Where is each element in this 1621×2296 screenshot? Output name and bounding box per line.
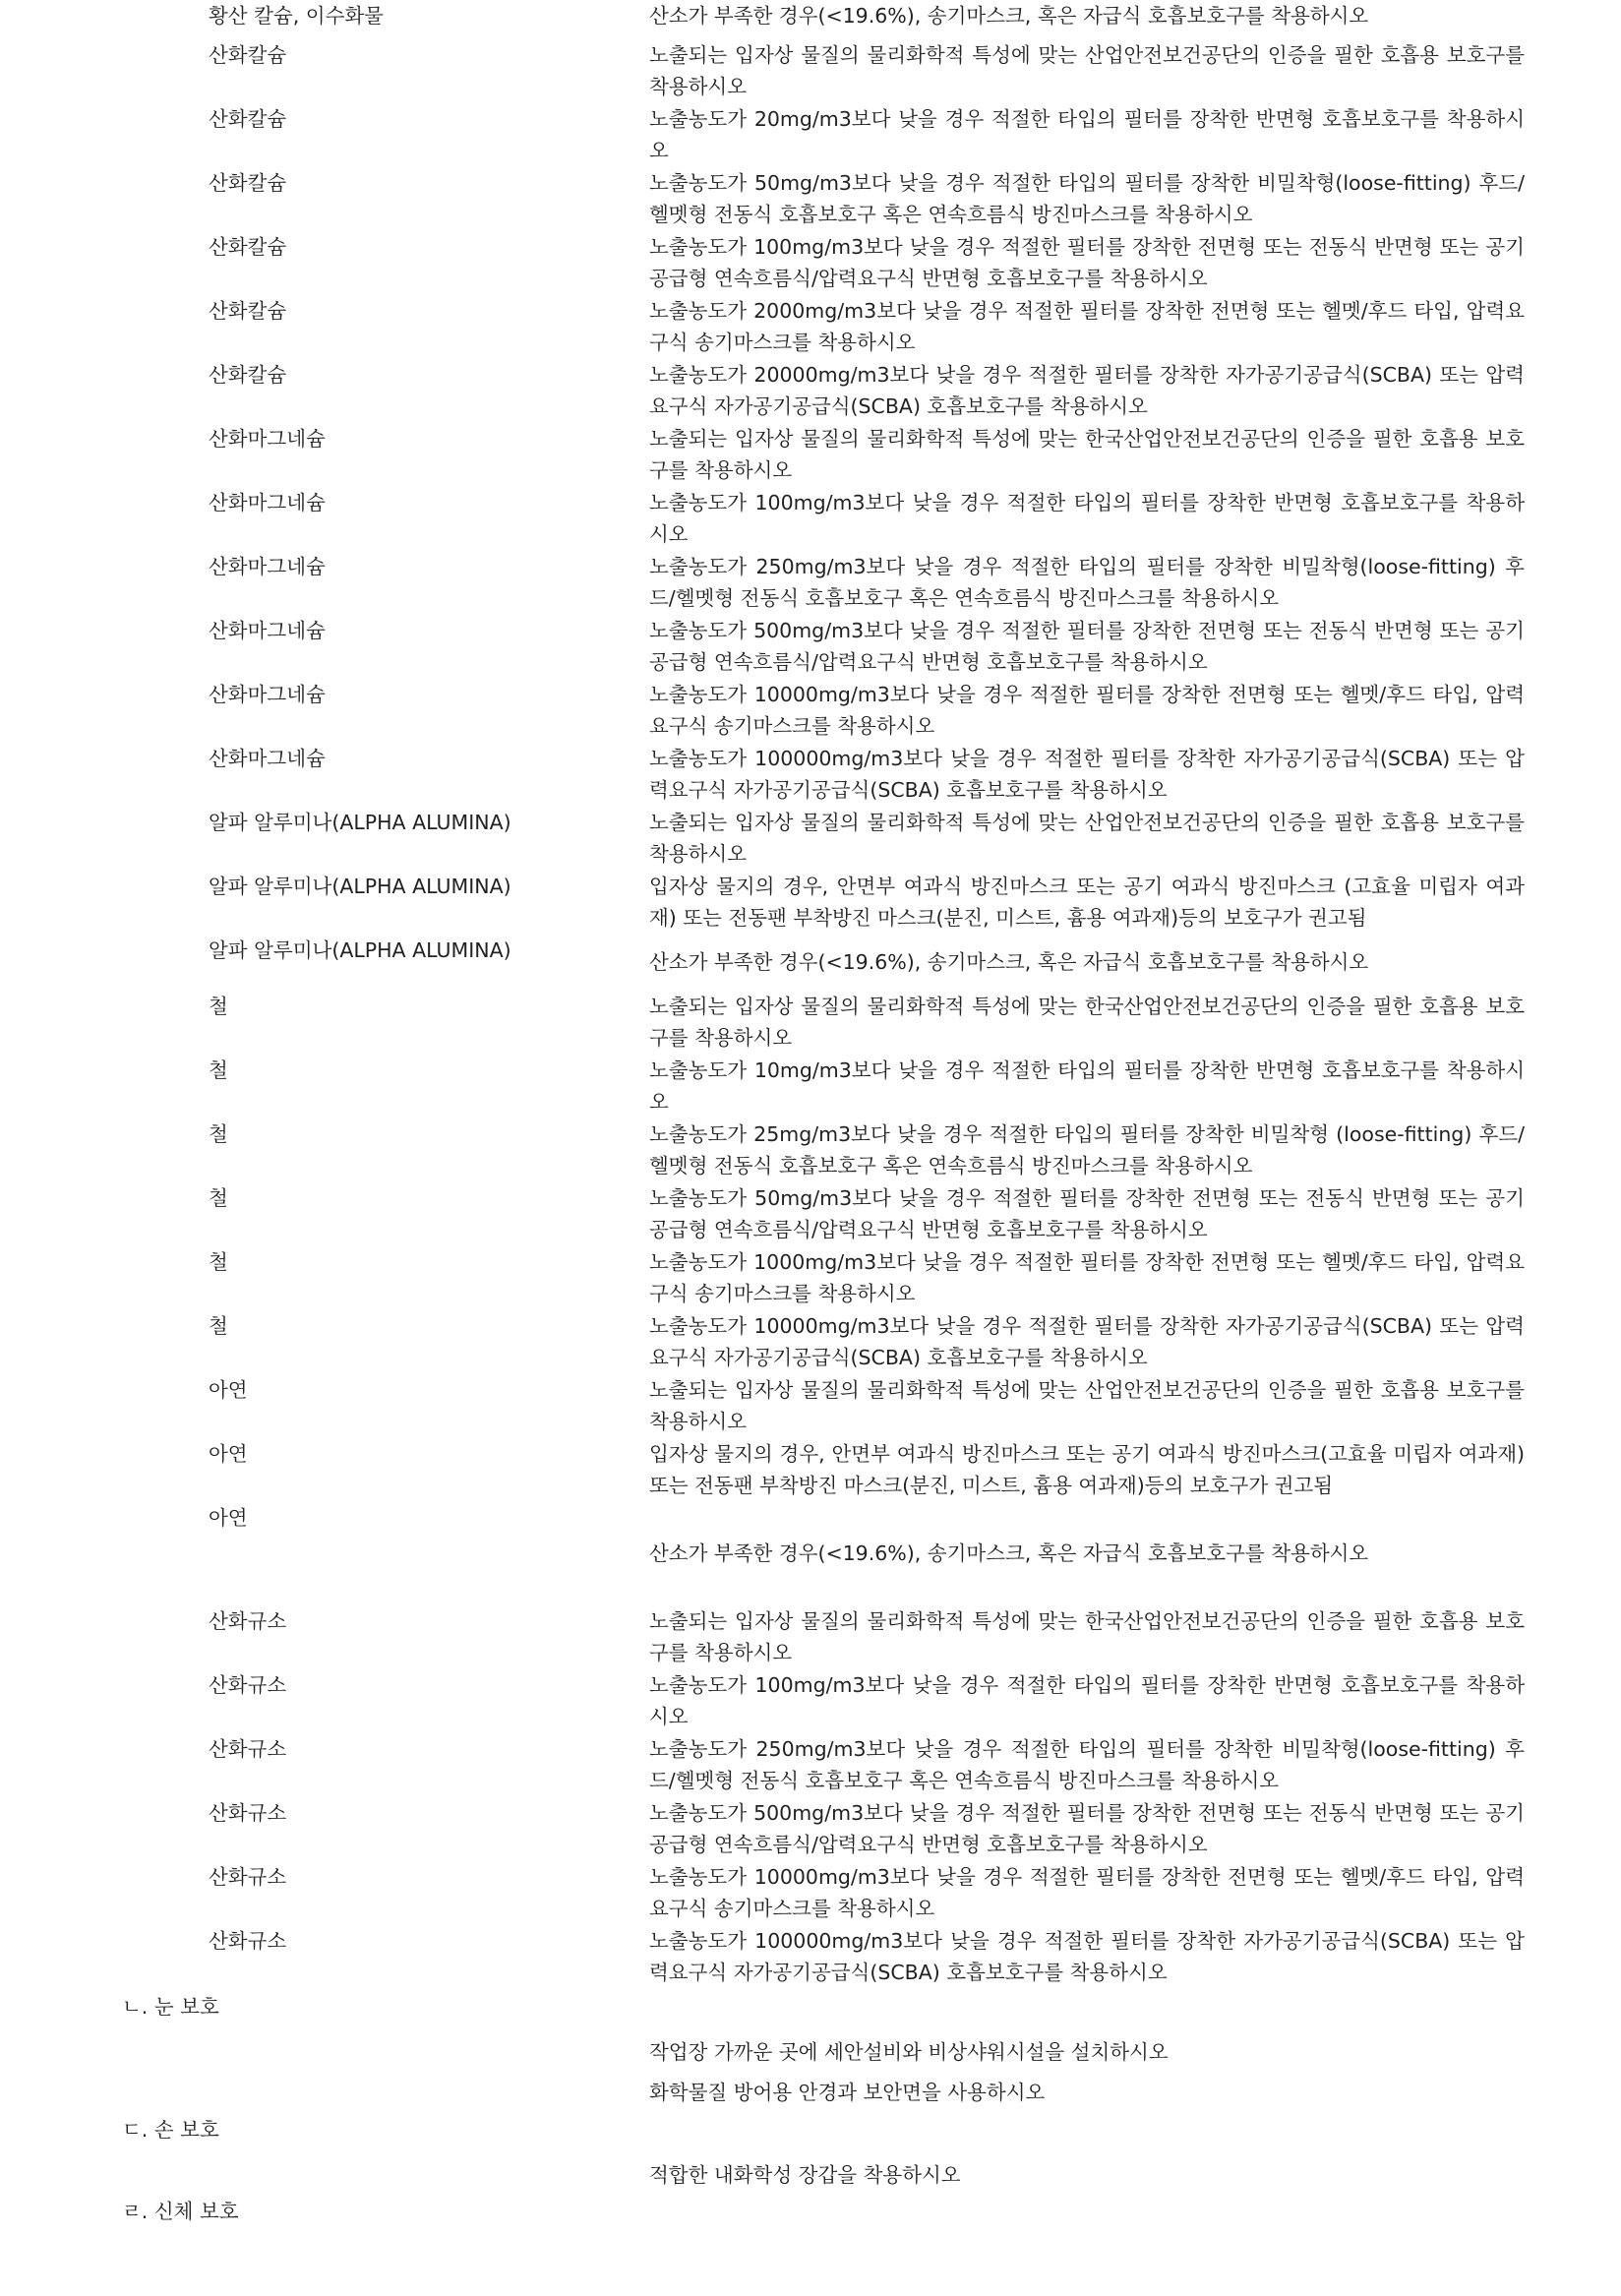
substance-name: 산화칼슘 xyxy=(209,235,287,259)
substance-name: 산화칼슘 xyxy=(209,363,287,387)
protection-text: 노출농도가 10000mg/m3보다 낮을 경우 적절한 필터를 장착한 자가공기공급식(SCBA) 또는 압력요구식 자가공기공급식(SCBA) 호흡보호구를 착용하시오 xyxy=(649,1314,1525,1369)
substance-name: 산화마그네슘 xyxy=(209,747,326,770)
protection-text: 입자상 물지의 경우, 안면부 여과식 방진마스크 또는 공기 여과식 방진마스크 (고효율 미립자 여과재) 또는 전동팬 부착방진 마스크(분진, 미스트, 흄용 여과재)등의 보호구가 권고됨 xyxy=(649,875,1525,930)
protection-text: 노출되는 입자상 물질의 물리화학적 특성에 맞는 한국산업안전보건공단의 인증을 필한 호흡용 보호구를 착용하시오 xyxy=(649,1609,1525,1664)
section-heading: ㄴ. 눈 보호 xyxy=(122,1995,219,2019)
substance-name: 산화규소 xyxy=(209,1673,287,1697)
protection-text: 산소가 부족한 경우(<19.6%), 송기마스크, 혹은 자급식 호흡보호구를 착용하시오 xyxy=(649,4,1369,28)
protection-text: 노출농도가 20mg/m3보다 낮을 경우 적절한 타입의 필터를 장착한 반면형 호흡보호구를 착용하시오 xyxy=(649,107,1525,162)
substance-name: 산화규소 xyxy=(209,1737,287,1761)
substance-name: 황산 칼슘, 이수화물 xyxy=(209,4,384,28)
substance-name: 산화규소 xyxy=(209,1609,287,1633)
protection-text: 노출농도가 25mg/m3보다 낮을 경우 적절한 타입의 필터를 장착한 비밀착형 (loose-fitting) 후드/헬멧형 전동식 호흡보호구 혹은 연속흐름식 방진마스크를 착용하시오 xyxy=(649,1122,1525,1178)
list-item: 적합한 내화학성 장갑을 착용하시오 xyxy=(649,2163,961,2187)
protection-text: 노출되는 입자상 물질의 물리화학적 특성에 맞는 산업안전보건공단의 인증을 필한 호흡용 보호구를 착용하시오 xyxy=(649,811,1525,866)
protection-text: 노출농도가 10000mg/m3보다 낮을 경우 적절한 필터를 장착한 전면형 또는 헬멧/후드 타입, 압력요구식 송기마스크를 착용하시오 xyxy=(649,1865,1525,1920)
substance-name: 산화규소 xyxy=(209,1865,287,1889)
substance-name: 산화칼슘 xyxy=(209,171,287,195)
substance-name: 산화칼슘 xyxy=(209,107,287,131)
section-heading: ㄷ. 손 보호 xyxy=(122,2118,219,2142)
protection-text: 노출되는 입자상 물질의 물리화학적 특성에 맞는 한국산업안전보건공단의 인증을 필한 호흡용 보호구를 착용하시오 xyxy=(649,427,1525,482)
substance-name: 알파 알루미나(ALPHA ALUMINA) xyxy=(209,811,511,834)
substance-name: 산화마그네슘 xyxy=(209,619,326,642)
protection-text: 노출농도가 10000mg/m3보다 낮을 경우 적절한 필터를 장착한 전면형 또는 헬멧/후드 타입, 압력요구식 송기마스크를 착용하시오 xyxy=(649,683,1525,738)
protection-text: 노출농도가 500mg/m3보다 낮을 경우 적절한 필터를 장착한 전면형 또는 전동식 반면형 또는 공기 공급형 연속흐름식/압력요구식 반면형 호흡보호구를 착용하시오 xyxy=(649,1801,1525,1856)
substance-name: 알파 알루미나(ALPHA ALUMINA) xyxy=(209,875,511,898)
protection-text: 노출농도가 100mg/m3보다 낮을 경우 적절한 필터를 장착한 전면형 또는 전동식 반면형 또는 공기 공급형 연속흐름식/압력요구식 반면형 호흡보호구를 착용하시오 xyxy=(649,235,1525,290)
substance-name: 산화칼슘 xyxy=(209,299,287,323)
substance-name: 산화규소 xyxy=(209,1929,287,1953)
section-heading: ㄹ. 신체 보호 xyxy=(122,2200,239,2223)
protection-text: 노출되는 입자상 물질의 물리화학적 특성에 맞는 산업안전보건공단의 인증을 필한 호흡용 보호구를 착용하시오 xyxy=(649,1378,1525,1433)
substance-name: 철 xyxy=(209,995,228,1018)
substance-name: 철 xyxy=(209,1122,228,1146)
substance-name: 산화마그네슘 xyxy=(209,555,326,578)
substance-name: 철 xyxy=(209,1314,228,1338)
protection-text: 노출농도가 100000mg/m3보다 낮을 경우 적절한 필터를 장착한 자가공기공급식(SCBA) 또는 압력요구식 자가공기공급식(SCBA) 호흡보호구를 착용하시오 xyxy=(649,1929,1525,1984)
substance-name: 산화칼슘 xyxy=(209,43,287,67)
protection-text: 노출농도가 250mg/m3보다 낮을 경우 적절한 타입의 필터를 장착한 비밀착형(loose-fitting) 후드/헬멧형 전동식 호흡보호구 혹은 연속흐름식 방진마스크를 착용하시오 xyxy=(649,555,1525,610)
protection-text: 노출농도가 50mg/m3보다 낮을 경우 적절한 필터를 장착한 전면형 또는 전동식 반면형 또는 공기 공급형 연속흐름식/압력요구식 반면형 호흡보호구를 착용하시오 xyxy=(649,1186,1525,1241)
protection-text: 노출농도가 500mg/m3보다 낮을 경우 적절한 필터를 장착한 전면형 또는 전동식 반면형 또는 공기 공급형 연속흐름식/압력요구식 반면형 호흡보호구를 착용하시오 xyxy=(649,619,1525,674)
substance-name: 산화마그네슘 xyxy=(209,683,326,706)
protection-text: 산소가 부족한 경우(<19.6%), 송기마스크, 혹은 자급식 호흡보호구를 착용하시오 xyxy=(649,950,1369,974)
protection-text: 산소가 부족한 경우(<19.6%), 송기마스크, 혹은 자급식 호흡보호구를 착용하시오 xyxy=(649,1541,1369,1565)
substance-name: 철 xyxy=(209,1058,228,1082)
list-item: 작업장 가까운 곳에 세안설비와 비상샤워시설을 설치하시오 xyxy=(649,2040,1169,2064)
protection-text: 노출농도가 100mg/m3보다 낮을 경우 적절한 타입의 필터를 장착한 반면형 호흡보호구를 착용하시오 xyxy=(649,491,1525,546)
protection-text: 노출농도가 1000mg/m3보다 낮을 경우 적절한 필터를 장착한 전면형 또는 헬멧/후드 타입, 압력요구식 송기마스크를 착용하시오 xyxy=(649,1250,1525,1305)
substance-name: 산화마그네슘 xyxy=(209,491,326,514)
protection-text: 노출되는 입자상 물질의 물리화학적 특성에 맞는 산업안전보건공단의 인증을 필한 호흡용 보호구를 착용하시오 xyxy=(649,43,1525,98)
substance-name: 산화규소 xyxy=(209,1801,287,1825)
protection-text: 노출농도가 2000mg/m3보다 낮을 경우 적절한 필터를 장착한 전면형 또는 헬멧/후드 타입, 압력요구식 송기마스크를 착용하시오 xyxy=(649,299,1525,354)
protection-text: 노출농도가 250mg/m3보다 낮을 경우 적절한 타입의 필터를 장착한 비밀착형(loose-fitting) 후드/헬멧형 전동식 호흡보호구 혹은 연속흐름식 방진마스크를 착용하시오 xyxy=(649,1737,1525,1792)
list-item: 화학물질 방어용 안경과 보안면을 사용하시오 xyxy=(649,2081,1046,2104)
substance-name: 철 xyxy=(209,1186,228,1210)
protection-text: 노출농도가 20000mg/m3보다 낮을 경우 적절한 필터를 장착한 자가공기공급식(SCBA) 또는 압력요구식 자가공기공급식(SCBA) 호흡보호구를 착용하시오 xyxy=(649,363,1525,418)
protection-text: 노출되는 입자상 물질의 물리화학적 특성에 맞는 한국산업안전보건공단의 인증을 필한 호흡용 보호구를 착용하시오 xyxy=(649,995,1525,1050)
substance-name: 아연 xyxy=(209,1506,248,1530)
substance-name: 철 xyxy=(209,1250,228,1274)
substance-name: 아연 xyxy=(209,1442,248,1466)
protection-text: 노출농도가 50mg/m3보다 낮을 경우 적절한 타입의 필터를 장착한 비밀착형(loose-fitting) 후드/헬멧형 전동식 호흡보호구 혹은 연속흐름식 방진마스크를 착용하시오 xyxy=(649,171,1525,226)
protection-text: 노출농도가 100mg/m3보다 낮을 경우 적절한 타입의 필터를 장착한 반면형 호흡보호구를 착용하시오 xyxy=(649,1673,1525,1728)
substance-name: 알파 알루미나(ALPHA ALUMINA) xyxy=(209,938,511,962)
protection-text: 입자상 물지의 경우, 안면부 여과식 방진마스크 또는 공기 여과식 방진마스크(고효율 미립자 여과재) 또는 전동팬 부착방진 마스크(분진, 미스트, 흄용 여과재)등의 보호구가 권고됨 xyxy=(649,1442,1525,1497)
protection-text: 노출농도가 100000mg/m3보다 낮을 경우 적절한 필터를 장착한 자가공기공급식(SCBA) 또는 압력요구식 자가공기공급식(SCBA) 호흡보호구를 착용하시오 xyxy=(649,747,1525,802)
substance-name: 아연 xyxy=(209,1378,248,1402)
protection-text: 노출농도가 10mg/m3보다 낮을 경우 적절한 타입의 필터를 장착한 반면형 호흡보호구를 착용하시오 xyxy=(649,1058,1525,1114)
substance-name: 산화마그네슘 xyxy=(209,427,326,451)
